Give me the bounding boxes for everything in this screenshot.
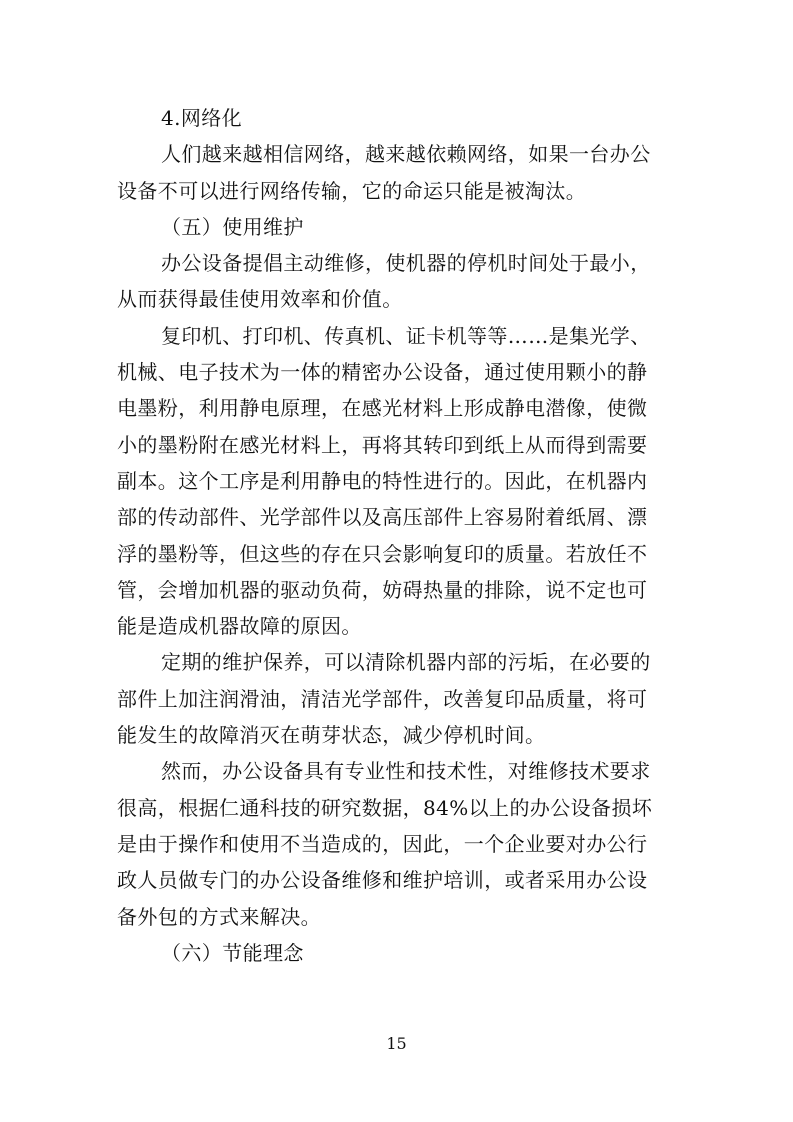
paragraph-servicing-line-3: 能发生的故障消灭在萌芽状态，减少停机时间。 xyxy=(117,723,546,748)
paragraph-devices-line-5: 副本。这个工序是利用静电的特性进行的。因此，在机器内 xyxy=(117,468,648,493)
paragraph-devices-line-2: 机械、电子技术为一体的精密办公设备，通过使用颗小的静 xyxy=(117,360,648,385)
section-heading-maintenance: （五）使用维护 xyxy=(161,214,304,239)
paragraph-training-line-4: 政人员做专门的办公设备维修和维护培训，或者采用办公设 xyxy=(117,868,648,893)
subheading-networking: 4.网络化 xyxy=(161,106,243,130)
paragraph-devices-line-6: 部的传动部件、光学部件以及高压部件上容易附着纸屑、漂 xyxy=(117,505,648,530)
paragraph-devices-line-9: 能是造成机器故障的原因。 xyxy=(117,614,362,639)
section-heading-energy-saving: （六）节能理念 xyxy=(161,940,304,965)
paragraph-training-line-3: 是由于操作和使用不当造成的，因此，一个企业要对办公行 xyxy=(117,831,648,856)
paragraph-training-line-1: 然而，办公设备具有专业性和技术性，对维修技术要求 xyxy=(161,759,651,784)
paragraph-devices-line-3: 电墨粉，利用静电原理，在感光材料上形成静电潜像，使微 xyxy=(117,396,648,421)
paragraph-devices-line-4: 小的墨粉附在感光材料上，再将其转印到纸上从而得到需要 xyxy=(117,432,648,457)
paragraph-networking-line-2: 设备不可以进行网络传输，它的命运只能是被淘汰。 xyxy=(117,178,587,203)
paragraph-servicing-line-2: 部件上加注润滑油，清洁光学部件，改善复印品质量，将可 xyxy=(117,686,648,711)
paragraph-devices-line-7: 浮的墨粉等，但这些的存在只会影响复印的质量。若放任不 xyxy=(117,541,648,566)
page-body xyxy=(117,100,677,971)
paragraph-networking-line-1: 人们越来越相信网络，越来越依赖网络，如果一台办公 xyxy=(161,142,651,167)
paragraph-training-line-5: 备外包的方式来解决。 xyxy=(117,904,321,929)
page-number: 15 xyxy=(386,1034,407,1053)
paragraph-maintenance-line-1: 办公设备提倡主动维修，使机器的停机时间处于最小， xyxy=(161,251,651,276)
paragraph-devices-line-1: 复印机、打印机、传真机、证卡机等等……是集光学、 xyxy=(161,323,651,348)
paragraph-devices-line-8: 管，会增加机器的驱动负荷，妨碍热量的排除，说不定也可 xyxy=(117,577,648,602)
paragraph-servicing-line-1: 定期的维护保养，可以清除机器内部的污垢，在必要的 xyxy=(161,650,651,675)
paragraph-maintenance-line-2: 从而获得最佳使用效率和价值。 xyxy=(117,287,403,312)
paragraph-training-line-2: 很高，根据仁通科技的研究数据，84%以上的办公设备损坏 xyxy=(117,795,653,820)
